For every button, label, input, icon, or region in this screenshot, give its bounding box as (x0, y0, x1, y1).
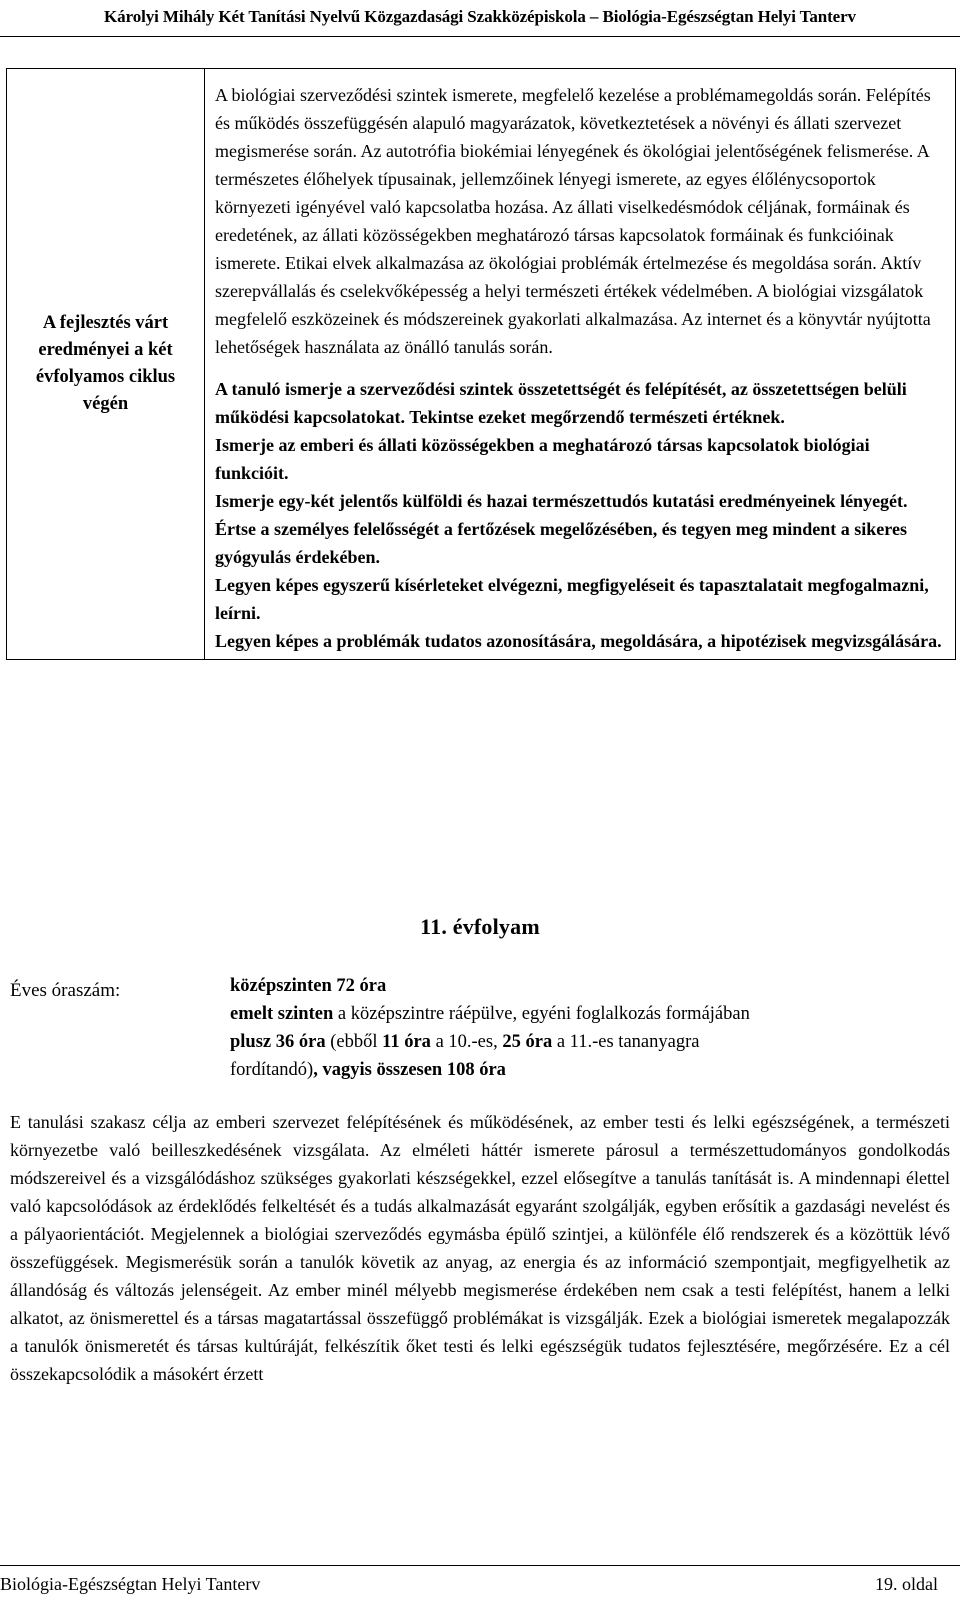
hours-advanced-text: a középszintre ráépülve, egyéni foglalkozás formájában (333, 1004, 750, 1024)
annual-hours-details (230, 972, 950, 1084)
hours-total-text-2: , vagyis (313, 1060, 377, 1080)
hours-line-extra (230, 1028, 950, 1056)
outcomes-content-cell (205, 69, 956, 660)
footer-page-number: 19. oldal (875, 1574, 938, 1594)
requirement-item: Legyen képes egyszerű kísérleteket elvégezni, megfigyeléseit és tapasztalatait megfogalmazni, leírni. (215, 575, 929, 623)
outcomes-label-cell (7, 69, 205, 660)
hours-advanced-label: emelt szinten (230, 1004, 334, 1024)
hours-extra-10th: 11 óra (382, 1032, 431, 1052)
requirement-item: Legyen képes a problémák tudatos azonosítására, megoldására, a hipotézisek megvizsgálására. (215, 631, 942, 651)
hours-extra-text-3: a 11.-es tananyagra (552, 1032, 700, 1052)
hours-total-value: összesen 108 óra (376, 1060, 506, 1080)
requirement-item: Ismerje egy-két jelentős külföldi és hazai természettudós kutatási eredményeinek lényegét. (215, 491, 908, 511)
hours-extra-text-2: a 10.-es, (430, 1032, 503, 1052)
outcomes-table (6, 68, 956, 660)
body-paragraph: E tanulási szakasz célja az emberi szervezet felépítésének és működésének, az ember testi és lelki egészségének, a természeti környezetbe való beilleszkedésének vizsgálata. Az elméleti háttér ismerete párosul a természettudományos gondolkodás módszereivel és a vizsgálódáshoz szükséges gyakorlati készségekkel, ezzel elősegítve a tanulás tanítását is. A mindennapi élettel való kapcsolódások az érdeklődés felkeltését és a tudás alkalmazását egyaránt szolgálják, egyben erősítik a gazdasági nevelést és a pályaorientációt. Megjelennek a biológiai szerveződés egymásba épülő szintjei, a különféle élő rendszerek és a közöttük lévő összefüggések. Megismerésük során a tanulók követik az anyag, az energia és az információ szempontjait, megfigyelhetik az állandóság és változás jelenségeit. Az ember minél mélyebb megismerése érdekében nem csak a testi felépítést, hanem a lelki alkatot, az önismerettel és a társas magatartással összefüggő problémákat is vizsgálják. Ezek a biológiai ismeretek megalapozzák a tanulók önismeretét és társas kultúráját, felkészítik őket testi és lelki egészségük tudatos fejlesztésére, megőrzésére. Ez a cél összekapcsolódik a másokért érzett (10, 1112, 950, 1384)
page-header (0, 0, 960, 37)
header-title: Károlyi Mihály Két Tanítási Nyelvű Közgazdasági Szakközépiskola – Biológia-Egészségtan Helyi Tanterv (104, 7, 856, 26)
hours-total-text-1: fordítandó) (230, 1060, 314, 1080)
page-footer (0, 1565, 960, 1598)
hours-extra-total: plusz 36 óra (230, 1032, 326, 1052)
hours-extra-11th: 25 óra (502, 1032, 553, 1052)
hours-line-intermediate: középszinten 72 óra (230, 976, 387, 996)
requirement-item: Ismerje az emberi és állati közösségekben a meghatározó társas kapcsolatok biológiai funkcióit. (215, 435, 870, 483)
requirement-item: Értse a személyes felelősségét a fertőzések megelőzésében, és tegyen meg mindent a sikeres gyógyulás érdekében. (215, 519, 907, 567)
outcomes-goals-text: A biológiai szerveződési szintek ismerete, megfelelő kezelése a problémamegoldás során. Felépítés és működés összefüggésén alapuló magyarázatok, következtetések a növényi és állati szervezet megismerése során. Az autotrófia biokémiai lényegének és ökológiai jelentőségének felismerése. A természetes élőhelyek típusainak, jellemzőinek lényegi ismerete, az egyes élőlénycsoportok környezeti igényével való kapcsolatba hozása. Az állati viselkedésmódok céljának, formáinak és eredetének, az állati közösségekben meghatározó társas kapcsolatok formáinak és funkcióinak ismerete. Etikai elvek alkalmazása az ökológiai problémák értelmezése és megoldása során. Aktív szerepvállalás és cselekvőképesség a helyi természeti értékek védelmében. A biológiai vizsgálatok megfelelő eszközeinek és módszereinek gyakorlati alkalmazása. Az internet és a könyvtár nyújtotta lehetőségek használata az önálló tanulás során. (215, 85, 931, 357)
annual-hours-label: Éves óraszám: (10, 980, 121, 1001)
requirement-item: A tanuló ismerje a szerveződési szintek összetettségét és felépítését, az összetettségen belüli működési kapcsolatokat. Tekintse ezeket megőrzendő természeti értéknek. (215, 379, 907, 427)
hours-line-total (230, 1056, 950, 1084)
outcomes-row (7, 69, 956, 660)
outcomes-label: A fejlesztés várt eredményei a két évfolyamos ciklus végén (35, 313, 176, 414)
hours-line-advanced (230, 1000, 950, 1028)
hours-extra-text-1: (ebből (325, 1032, 383, 1052)
year-title: 11. évfolyam (420, 914, 540, 939)
footer-document-title: Biológia-Egészségtan Helyi Tanterv (0, 1574, 261, 1594)
